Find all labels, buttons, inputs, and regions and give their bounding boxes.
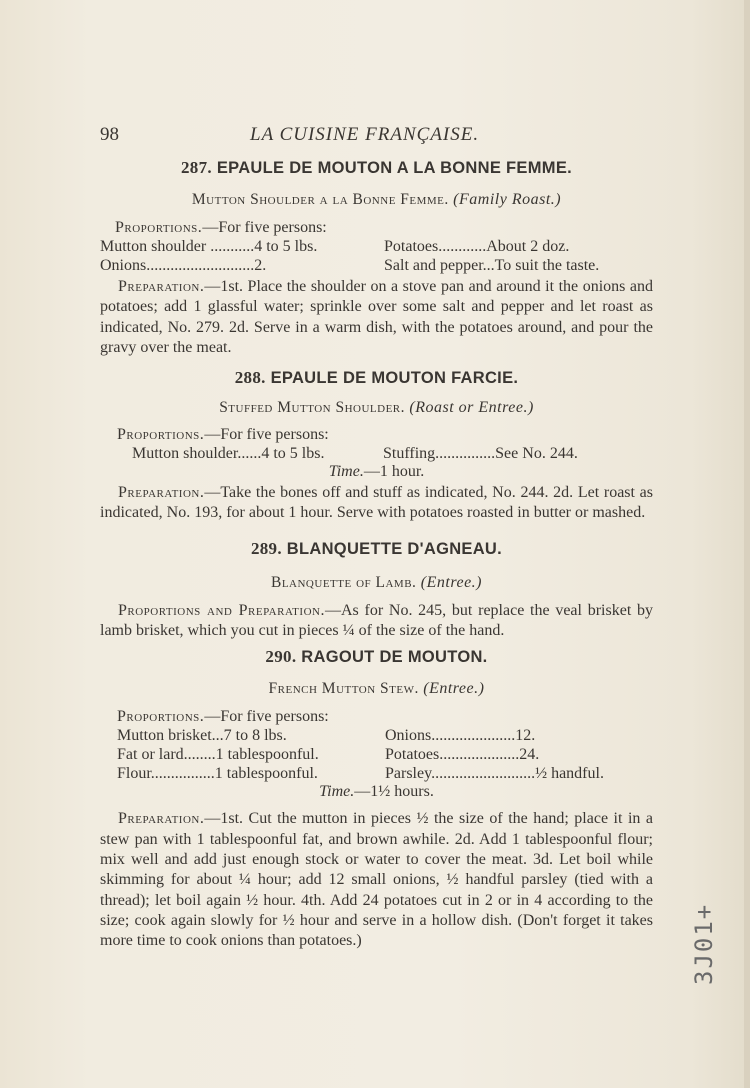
- cooking-time: Time.—1½ hours.: [319, 783, 434, 801]
- recipe-290: [100, 645, 653, 951]
- margin-handwritten-note: 3J01+: [690, 902, 718, 985]
- recipe-title: 288. EPAULE DE MOUTON FARCIE.: [234, 368, 519, 388]
- recipe-subtitle: Mutton Shoulder a la Bonne Femme. (Family Roast.): [191, 191, 562, 208]
- recipe-title: 289. BLANQUETTE D'AGNEAU.: [250, 538, 503, 558]
- page-edge: [744, 0, 750, 1088]
- recipe-287: [100, 156, 653, 358]
- ingredient-row: Mutton shoulder ...........4 to 5 lbs. Potatoes............About 2 doz.: [100, 238, 570, 255]
- preparation-text: Preparation.—Take the bones off and stuff as indicated, No. 244. 2d. Let roast as indicated, No. 193, for about 1 hour. Serve with potatoes roasted in butter or mashed.: [100, 484, 653, 522]
- preparation-text: Proportions and Preparation.—As for No. 245, but replace the veal brisket by lamb brisket, which you cut in pieces ¼ of the size of the hand.: [100, 601, 654, 640]
- recipe-subtitle: Blanquette of Lamb. (Entree.): [270, 573, 483, 591]
- ingredient-row: Mutton brisket...7 to 8 lbs. Onions.....................12.: [117, 727, 536, 745]
- proportions-heading: Proportions.—For five persons:: [117, 708, 329, 726]
- recipe-subtitle: French Mutton Stew. (Entree.): [268, 680, 485, 698]
- ingredient-row: Flour................1 tablespoonful. Parsley..........................½ handful.: [117, 765, 604, 783]
- page-content: [100, 124, 653, 951]
- ingredient-row: Mutton shoulder......4 to 5 lbs. Stuffing...............See No. 244.: [132, 445, 578, 463]
- recipe-subtitle: Stuffed Mutton Shoulder. (Roast or Entree.): [219, 399, 534, 417]
- recipe-288: [100, 366, 653, 524]
- proportions-heading: Proportions.—For five persons:: [117, 426, 329, 444]
- recipe-title: 287. EPAULE DE MOUTON A LA BONNE FEMME.: [180, 158, 573, 177]
- preparation-text: Preparation.—1st. Place the shoulder on a stove pan and around it the onions and potatoes; add 1 glassful water; sprinkle over some salt and pepper and let roast as indicated, No. 279. 2d. Serve in a warm dish, with the potatoes around, and pour the gravy over the meat.: [100, 278, 653, 356]
- ingredient-row: Fat or lard........1 tablespoonful. Potatoes....................24.: [117, 746, 540, 764]
- page-number: 98: [100, 124, 119, 145]
- proportions-heading: Proportions.—For five persons:: [115, 219, 327, 236]
- running-title: LA CUISINE FRANÇAISE.: [250, 124, 480, 145]
- ingredient-row: Onions...........................2. Salt and pepper...To suit the taste.: [100, 257, 600, 274]
- preparation-text: Preparation.—1st. Cut the mutton in pieces ½ the size of the hand; place it in a stew pan with 1 tablespoonful fat, and brown awhile. 2d. Add 1 tablespoonful flour; mix well and add just enough stock or water to cover the meat. 3d. Let boil while skimming for about ¼ hour; add 12 small onions, ½ handful parsley (tied with a thread); let boil again ½ hour. 4th. Add 24 potatoes cut in 2 or in 4 according to the size; cook again slowly for ½ hour and serve in a hollow dish. (Don't forget it takes more time to cook onions than potatoes.): [100, 810, 653, 950]
- recipe-title: 290. RAGOUT DE MOUTON.: [265, 647, 488, 667]
- recipe-289: [100, 537, 653, 642]
- cooking-time: Time.—1 hour.: [328, 463, 425, 481]
- running-header: [100, 124, 653, 150]
